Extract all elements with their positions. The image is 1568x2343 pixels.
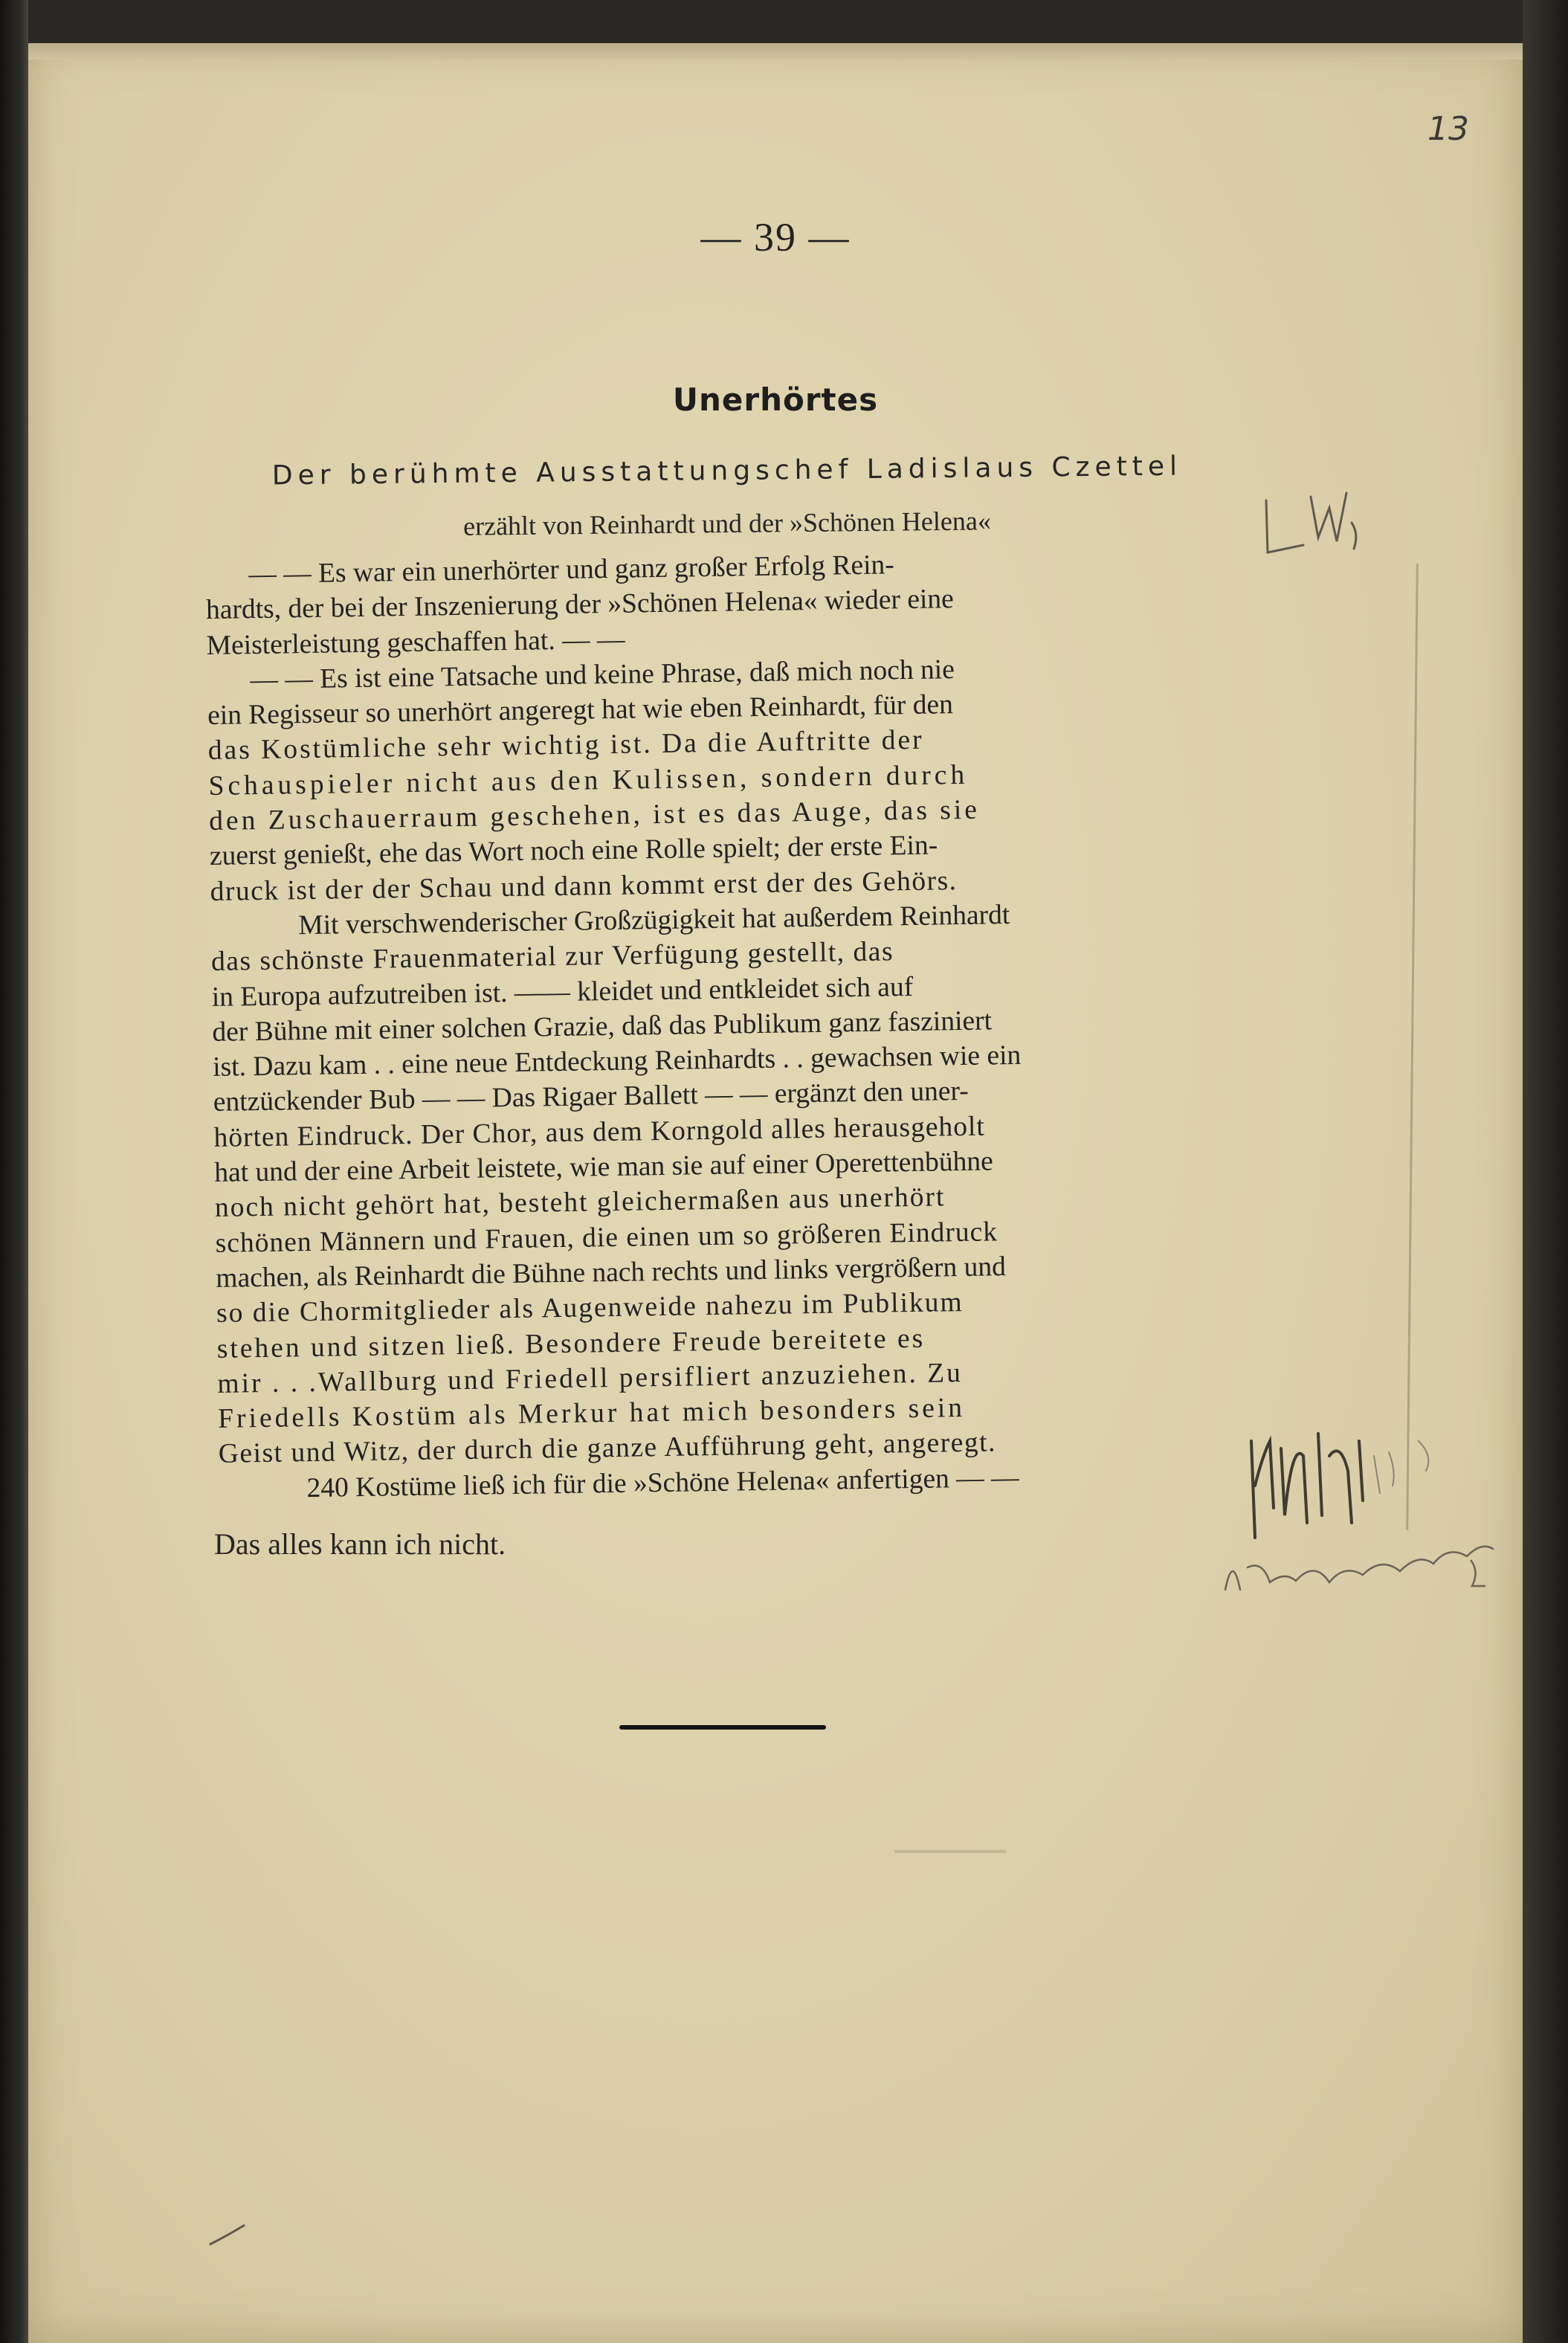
body-line: ein Regisseur so unerhört angeregt hat wie eben Reinhardt, für den [207,689,954,732]
body-line: hat und der eine Arbeit leistete, wie man sie auf einer Operettenbühne [213,1146,993,1188]
body-line: der Bühne mit einer solchen Grazie, daß das Publikum ganz fasziniert [212,1005,993,1048]
article-title: Unerhörtes [672,381,879,418]
body-line: so die Chormitglieder als Augenweide nahezu im Publikum [216,1287,964,1330]
body-line: hardts, der bei der Inszenierung der »Schönen Helena« wieder eine [205,584,955,626]
pencil-tick-icon [207,2222,251,2252]
page-top-edge [28,43,1523,59]
body-line: Meisterleistung geschaffen hat. — — [206,624,625,661]
body-line: den Zuschauerraum geschehen, ist es das Auge, das sie [208,794,981,837]
body-line: Schauspieler nicht aus den Kulissen, sondern durch [208,759,969,802]
body-line: noch nicht gehört hat, besteht gleichermaßen aus unerhört [214,1182,946,1224]
body-line: ist. Dazu kam . . eine neue Entdeckung Reinhardts . . gewachsen wie ein [212,1040,1022,1083]
body-line: das schönste Frauenmaterial zur Verfügung gestellt, das [210,936,894,978]
scan-right-edge [1523,0,1568,2343]
body-line: — — Es ist eine Tatsache und keine Phrase, daß mich noch nie [250,654,955,696]
body-line: das Kostümliche sehr wichtig ist. Da die Auftritte der [207,725,924,767]
body-line: Friedells Kostüm als Merkur hat mich besonders sein [217,1393,966,1434]
body-line: stehen und sitzen ließ. Besondere Freude bereitete es [216,1323,926,1364]
body-line: Mit verschwenderischer Großzügigkeit hat außerdem Reinhardt [298,899,1010,941]
article-body [205,542,1264,1507]
body-line: zuerst genießt, ehe das Wort noch eine Rolle spielt; der erste Ein- [209,830,938,872]
body-line: druck ist der der Schau und dann kommt erst der des Gehörs. [210,865,958,907]
pencil-signature-icon [1210,1411,1523,1605]
body-line: hörten Eindruck. Der Chor, aus dem Korngold alles herausgeholt [213,1111,986,1153]
body-line: Geist und Witz, der durch die ganze Aufführung geht, angeregt. [218,1427,997,1470]
body-line: mir . . .Wallburg und Friedell persifliert anzuziehen. Zu [217,1357,964,1399]
archive-number: 13 [1427,110,1469,148]
body-line: machen, als Reinhardt die Bühne nach rechts und links vergrößern und [216,1251,1007,1294]
document-page [28,43,1523,2343]
page-number: — 39 — [700,215,851,260]
faint-mark [894,1850,1006,1853]
end-rule [619,1725,826,1730]
scan-left-edge [0,0,28,2343]
article-subtitle-continued: erzählt von Reinhardt und der »Schönen Helena« [462,506,992,541]
closing-sentence: Das alles kann ich nicht. [214,1527,506,1561]
article-subtitle: Der berühmte Ausstattungschef Ladislaus Czettel [271,451,1183,492]
body-line: entzückender Bub — — Das Rigaer Ballett — — ergänzt den uner- [213,1076,969,1118]
body-line: 240 Kostüme ließ ich für die »Schöne Helena« anfertigen — — [306,1462,1019,1504]
body-line: schönen Männern und Frauen, die einen um so größeren Eindruck [215,1216,998,1259]
body-line: in Europa aufzutreiben ist. —— kleidet und entkleidet sich auf [211,971,914,1013]
body-line: — — Es war ein unerhörter und ganz großer Erfolg Rein- [248,550,895,590]
pencil-mark-icon [1259,478,1370,560]
margin-pencil-line [1406,564,1419,1530]
